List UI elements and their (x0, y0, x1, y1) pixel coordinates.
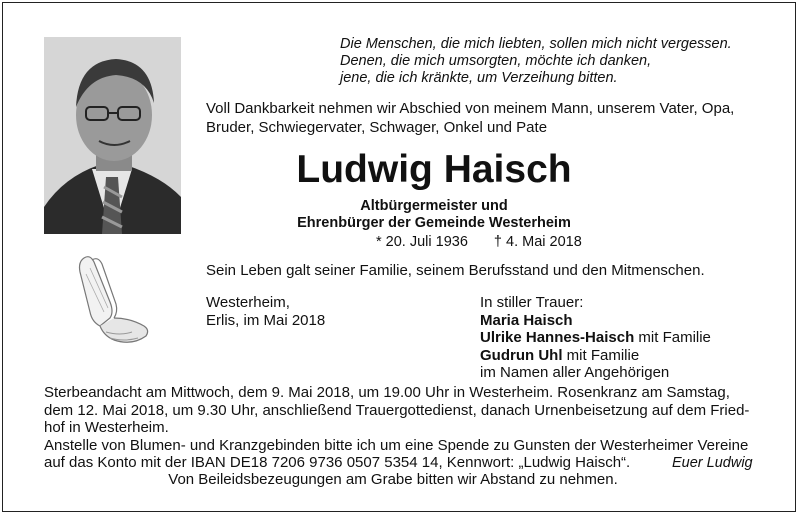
praying-hands-icon (70, 252, 152, 352)
title-line: Ehrenbürger der Gemeinde Westerheim (297, 215, 571, 231)
mourner-line (480, 312, 711, 330)
closing-note: Von Beileidsbezeugungen am Grabe bitten wir Abstand zu nehmen. (168, 471, 618, 488)
mourner-name: Ulrike Hannes-Haisch (480, 329, 635, 346)
signoff: Euer Ludwig (672, 455, 753, 471)
mourner-suffix: mit Familie (634, 329, 711, 346)
deceased-name: Ludwig Haisch (296, 148, 572, 191)
donation-line: auf das Konto mit der IBAN DE18 7206 9736 0507 5354 14, Kennwort: „Ludwig Haisch“. (44, 454, 631, 471)
place-line: Westerheim, (206, 294, 290, 311)
mourners-heading: In stiller Trauer: (480, 294, 584, 311)
intro-line: Bruder, Schwiegervater, Schwager, Onkel und Pate (206, 118, 548, 136)
poem-line: jene, die ich kränkte, um Verzeihung bitten. (340, 70, 618, 86)
mourners-list (480, 294, 711, 382)
mourner-suffix: mit Familie (562, 346, 640, 364)
honorary-titles (0, 198, 800, 232)
memorial-poem (340, 36, 732, 87)
mourner-name: Maria Haisch (480, 311, 573, 329)
donation-line: Anstelle von Blumen- und Kranzgebinden bitte ich um eine Spende zu Gunsten der Westerheimer Vereine (44, 436, 749, 454)
title-line: Altbürgermeister und (360, 198, 508, 214)
mourner-line (480, 347, 711, 365)
life-statement: Sein Leben galt seiner Familie, seinem Berufsstand und den Mitmenschen. (206, 262, 705, 279)
mourner-line (480, 329, 711, 347)
poem-line: Die Menschen, die mich liebten, sollen mich nicht vergessen. (340, 36, 732, 52)
poem-line: Denen, die mich umsorgten, möchte ich danken, (340, 53, 652, 69)
intro-text (206, 100, 734, 137)
funeral-details (44, 384, 749, 472)
mourners-closing: im Namen aller Angehörigen (480, 364, 670, 381)
place-date (206, 294, 325, 329)
funeral-line: hof in Westerheim. (44, 419, 169, 436)
birth-date: * 20. Juli 1936 (376, 234, 468, 250)
mourner-name: Gudrun Uhl (480, 346, 563, 364)
funeral-line: dem 12. Mai 2018, um 9.30 Uhr, anschließend Trauergottedienst, danach Urnenbeisetzung auf dem Fried- (44, 401, 750, 419)
life-dates (376, 234, 608, 250)
intro-line: Voll Dankbarkeit nehmen wir Abschied von meinem Mann, unserem Vater, Opa, (206, 100, 735, 117)
funeral-line: Sterbeandacht am Mittwoch, dem 9. Mai 2018, um 19.00 Uhr in Westerheim. Rosenkranz am Samstag, (44, 384, 730, 401)
death-date: † 4. Mai 2018 (493, 234, 582, 250)
date-line: Erlis, im Mai 2018 (206, 311, 326, 329)
